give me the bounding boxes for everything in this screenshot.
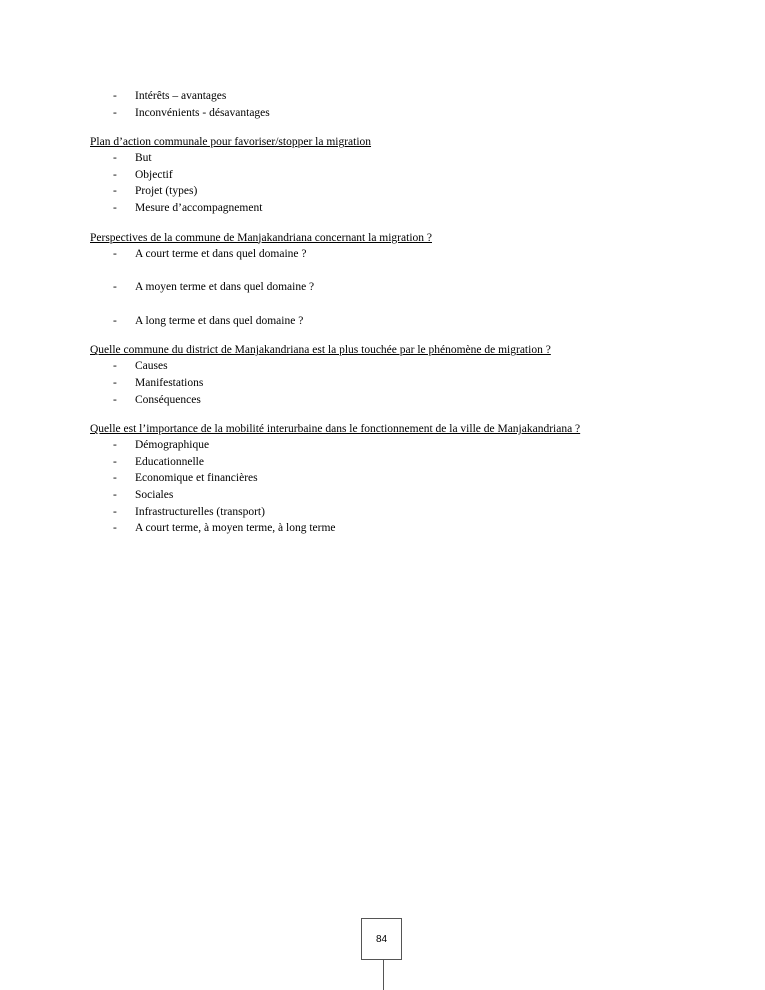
migration-effects-list xyxy=(90,358,650,408)
section-heading: Quelle est l’importance de la mobilité interurbaine dans le fonctionnement de la ville de Manjakandriana ? xyxy=(90,423,581,436)
bullet-dash: - xyxy=(113,522,117,535)
bullet-dash: - xyxy=(113,360,117,373)
list-item-text: Projet (types) xyxy=(135,185,198,198)
list-item xyxy=(90,183,650,200)
section-action-plan xyxy=(90,134,650,216)
list-item-text: But xyxy=(135,152,152,165)
list-item xyxy=(90,167,650,184)
list-item xyxy=(90,437,650,454)
list-item xyxy=(90,105,650,122)
bullet-dash: - xyxy=(113,505,117,518)
list-item-text: Manifestations xyxy=(135,376,204,389)
page-number-box xyxy=(361,918,402,960)
list-item-text: Economique et financières xyxy=(135,472,258,485)
list-item xyxy=(90,375,650,392)
list-item xyxy=(90,454,650,471)
document-body xyxy=(90,88,650,537)
list-item xyxy=(90,487,650,504)
list-item xyxy=(90,150,650,167)
list-item xyxy=(90,392,650,409)
bullet-dash: - xyxy=(113,314,117,327)
mobility-aspects-list xyxy=(90,437,650,537)
list-item xyxy=(90,504,650,521)
list-item-text: A long terme et dans quel domaine ? xyxy=(135,314,304,327)
bullet-dash: - xyxy=(113,472,117,485)
bullet-dash: - xyxy=(113,393,117,406)
list-item-text: Conséquences xyxy=(135,393,201,406)
list-item-text: Causes xyxy=(135,360,168,373)
bullet-dash: - xyxy=(113,201,117,214)
bullet-dash: - xyxy=(113,247,117,260)
list-item-text: A moyen terme et dans quel domaine ? xyxy=(135,281,315,294)
list-item xyxy=(90,279,650,296)
bullet-dash: - xyxy=(113,281,117,294)
list-item-text: A court terme, à moyen terme, à long terme xyxy=(135,522,336,535)
action-plan-list xyxy=(90,150,650,216)
list-item xyxy=(90,470,650,487)
section-heading: Quelle commune du district de Manjakandriana est la plus touchée par le phénomène de migration ? xyxy=(90,344,551,357)
list-item-text: Inconvénients - désavantages xyxy=(135,106,270,119)
page-number: 84 xyxy=(375,933,388,945)
list-item-text: Objectif xyxy=(135,168,173,181)
bullet-dash: - xyxy=(113,488,117,501)
list-item-text: Sociales xyxy=(135,488,174,501)
section-advantages xyxy=(90,88,650,121)
bullet-dash: - xyxy=(113,90,117,102)
section-heading: Perspectives de la commune de Manjakandriana concernant la migration ? xyxy=(90,231,432,244)
bullet-dash: - xyxy=(113,106,117,119)
section-heading: Plan d’action communale pour favoriser/stopper la migration xyxy=(90,136,372,149)
list-item xyxy=(90,200,650,217)
bullet-dash: - xyxy=(113,185,117,198)
bullet-dash: - xyxy=(113,455,117,468)
list-item xyxy=(90,88,650,105)
perspectives-list xyxy=(90,246,650,330)
list-item-text: A court terme et dans quel domaine ? xyxy=(135,247,307,260)
bullet-dash: - xyxy=(113,376,117,389)
section-perspectives xyxy=(90,230,650,330)
list-item-text: Démographique xyxy=(135,439,210,452)
bullet-dash: - xyxy=(113,439,117,452)
list-item xyxy=(90,313,650,330)
list-item xyxy=(90,246,650,263)
section-most-affected-commune xyxy=(90,342,650,408)
page-number-connector-line xyxy=(383,960,384,990)
list-item-text: Intérêts – avantages xyxy=(135,90,227,102)
list-item-text: Educationnelle xyxy=(135,455,204,468)
list-item xyxy=(90,520,650,537)
list-item-text: Infrastructurelles (transport) xyxy=(135,505,265,518)
section-interurban-mobility xyxy=(90,421,650,537)
list-item-text: Mesure d’accompagnement xyxy=(135,201,263,214)
list-item xyxy=(90,358,650,375)
advantages-list xyxy=(90,88,650,121)
bullet-dash: - xyxy=(113,152,117,165)
bullet-dash: - xyxy=(113,168,117,181)
